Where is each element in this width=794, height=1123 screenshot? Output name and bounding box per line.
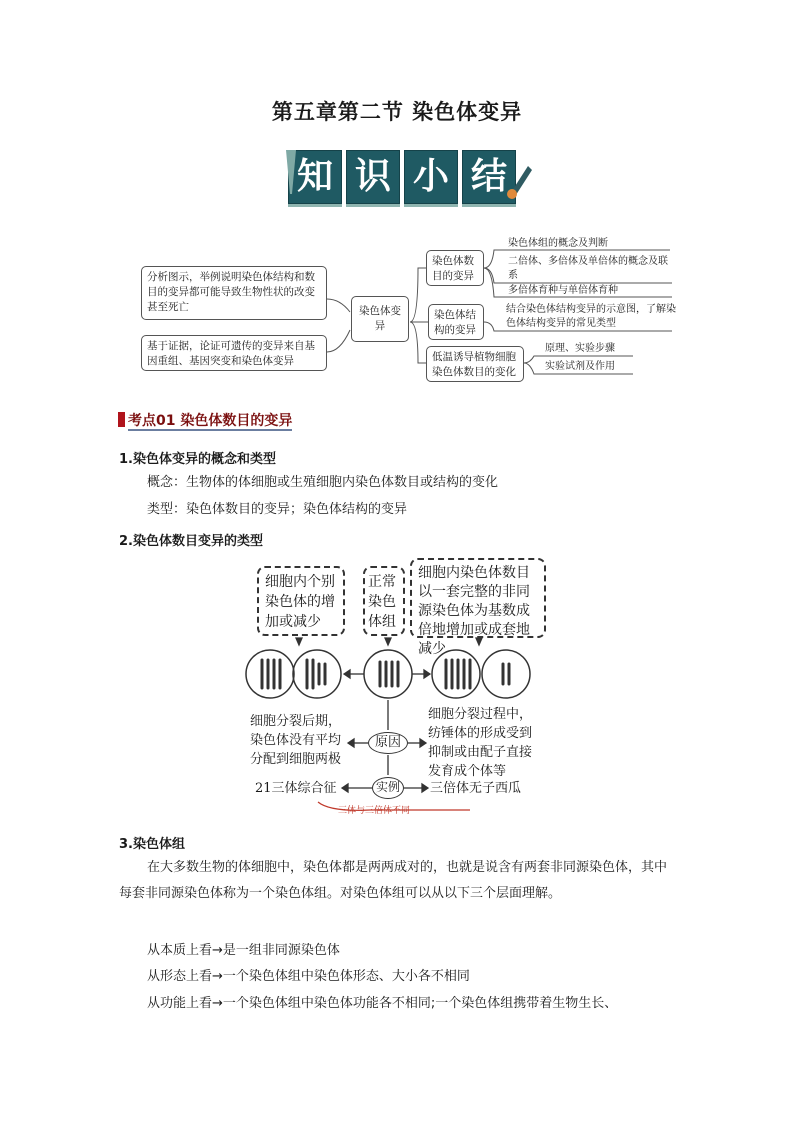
- mindmap-left-2: 基于证据，论证可遗传的变异来自基因重组、基因突变和染色体变异: [141, 335, 327, 371]
- s3-paragraph: 在大多数生物的体细胞中，染色体都是两两成对的，也就是说含有两套非同源染色体，其中每套非同源染色体称为一个染色体组。对染色体组可以从以下三个层面理解。: [119, 860, 668, 901]
- s3-title: 3.染色体组: [119, 837, 185, 852]
- s1-title: 1.染色体变异的概念和类型: [119, 452, 276, 467]
- diagram-example-node: 实例: [372, 777, 404, 799]
- mindmap-leaf-5: 原理、实验步骤: [545, 343, 615, 354]
- diagram-reason-node: 原因: [368, 732, 408, 754]
- s3-item-function: 从功能上看→一个染色体组中染色体功能各不相同;一个染色体组携带着生物生长、: [147, 996, 618, 1011]
- banner-char-1: 知: [288, 150, 342, 204]
- s1-types: 类型：染色体数目的变异；染色体结构的变异: [147, 502, 408, 517]
- banner-char-3: 小: [404, 150, 458, 204]
- mindmap-center: 染色体变异: [351, 296, 409, 342]
- diagram-box-euploid: 细胞内染色体数目以一套完整的非同源染色体为基数成倍地增加或成套地减少: [410, 558, 546, 638]
- diagram-reason-right: 细胞分裂过程中，纺锤体的形成受到抑制或由配子直接发育成个体等: [428, 707, 533, 779]
- s3-item-essence: 从本质上看→是一组非同源染色体: [147, 943, 340, 958]
- mindmap-leaf-3: 多倍体育种与单倍体育种: [508, 285, 618, 296]
- diagram-example-right: 三倍体无子西瓜: [430, 781, 522, 796]
- mindmap-branch-3: 低温诱导植物细胞染色体数目的变化: [426, 346, 524, 382]
- banner-char-4: 结: [462, 150, 516, 204]
- mindmap-left-1: 分析图示，举例说明染色体结构和数目的变异都可能导致生物性状的改变甚至死亡: [141, 266, 327, 320]
- s2-title: 2.染色体数目变异的类型: [119, 534, 263, 549]
- mindmap-leaf-4: 结合染色体结构变异的示意图，了解染色体结构变异的常见类型: [506, 304, 676, 329]
- mindmap-leaf-2: 二倍体、多倍体及单倍体的概念及联系: [508, 256, 668, 281]
- mindmap-leaf-1: 染色体组的概念及判断: [508, 238, 608, 249]
- s1-concept: 概念：生物体的体细胞或生殖细胞内染色体数目或结构的变化: [147, 475, 499, 490]
- diagram-reason-left: 细胞分裂后期，染色体没有平均分配到细胞两极: [250, 714, 342, 767]
- banner-char-2: 识: [346, 150, 400, 204]
- mindmap-branch-1: 染色体数目的变异: [426, 250, 484, 286]
- section-heading: 考点01 染色体数目的变异: [118, 410, 292, 430]
- diagram-box-normal: 正常染色体组: [363, 566, 405, 636]
- diagram-note: 三体与三倍体不同: [338, 806, 411, 816]
- page-title: 第五章第二节 染色体变异: [271, 100, 523, 124]
- diagram-example-left: 21三体综合征: [255, 781, 337, 796]
- mindmap-leaf-6: 实验试剂及作用: [545, 361, 615, 372]
- diagram-box-aneuploid: 细胞内个别染色体的增加或减少: [257, 566, 345, 636]
- mindmap-branch-2: 染色体结构的变异: [428, 304, 484, 340]
- s3-item-form: 从形态上看→一个染色体组中染色体形态、大小各不相同: [147, 969, 470, 984]
